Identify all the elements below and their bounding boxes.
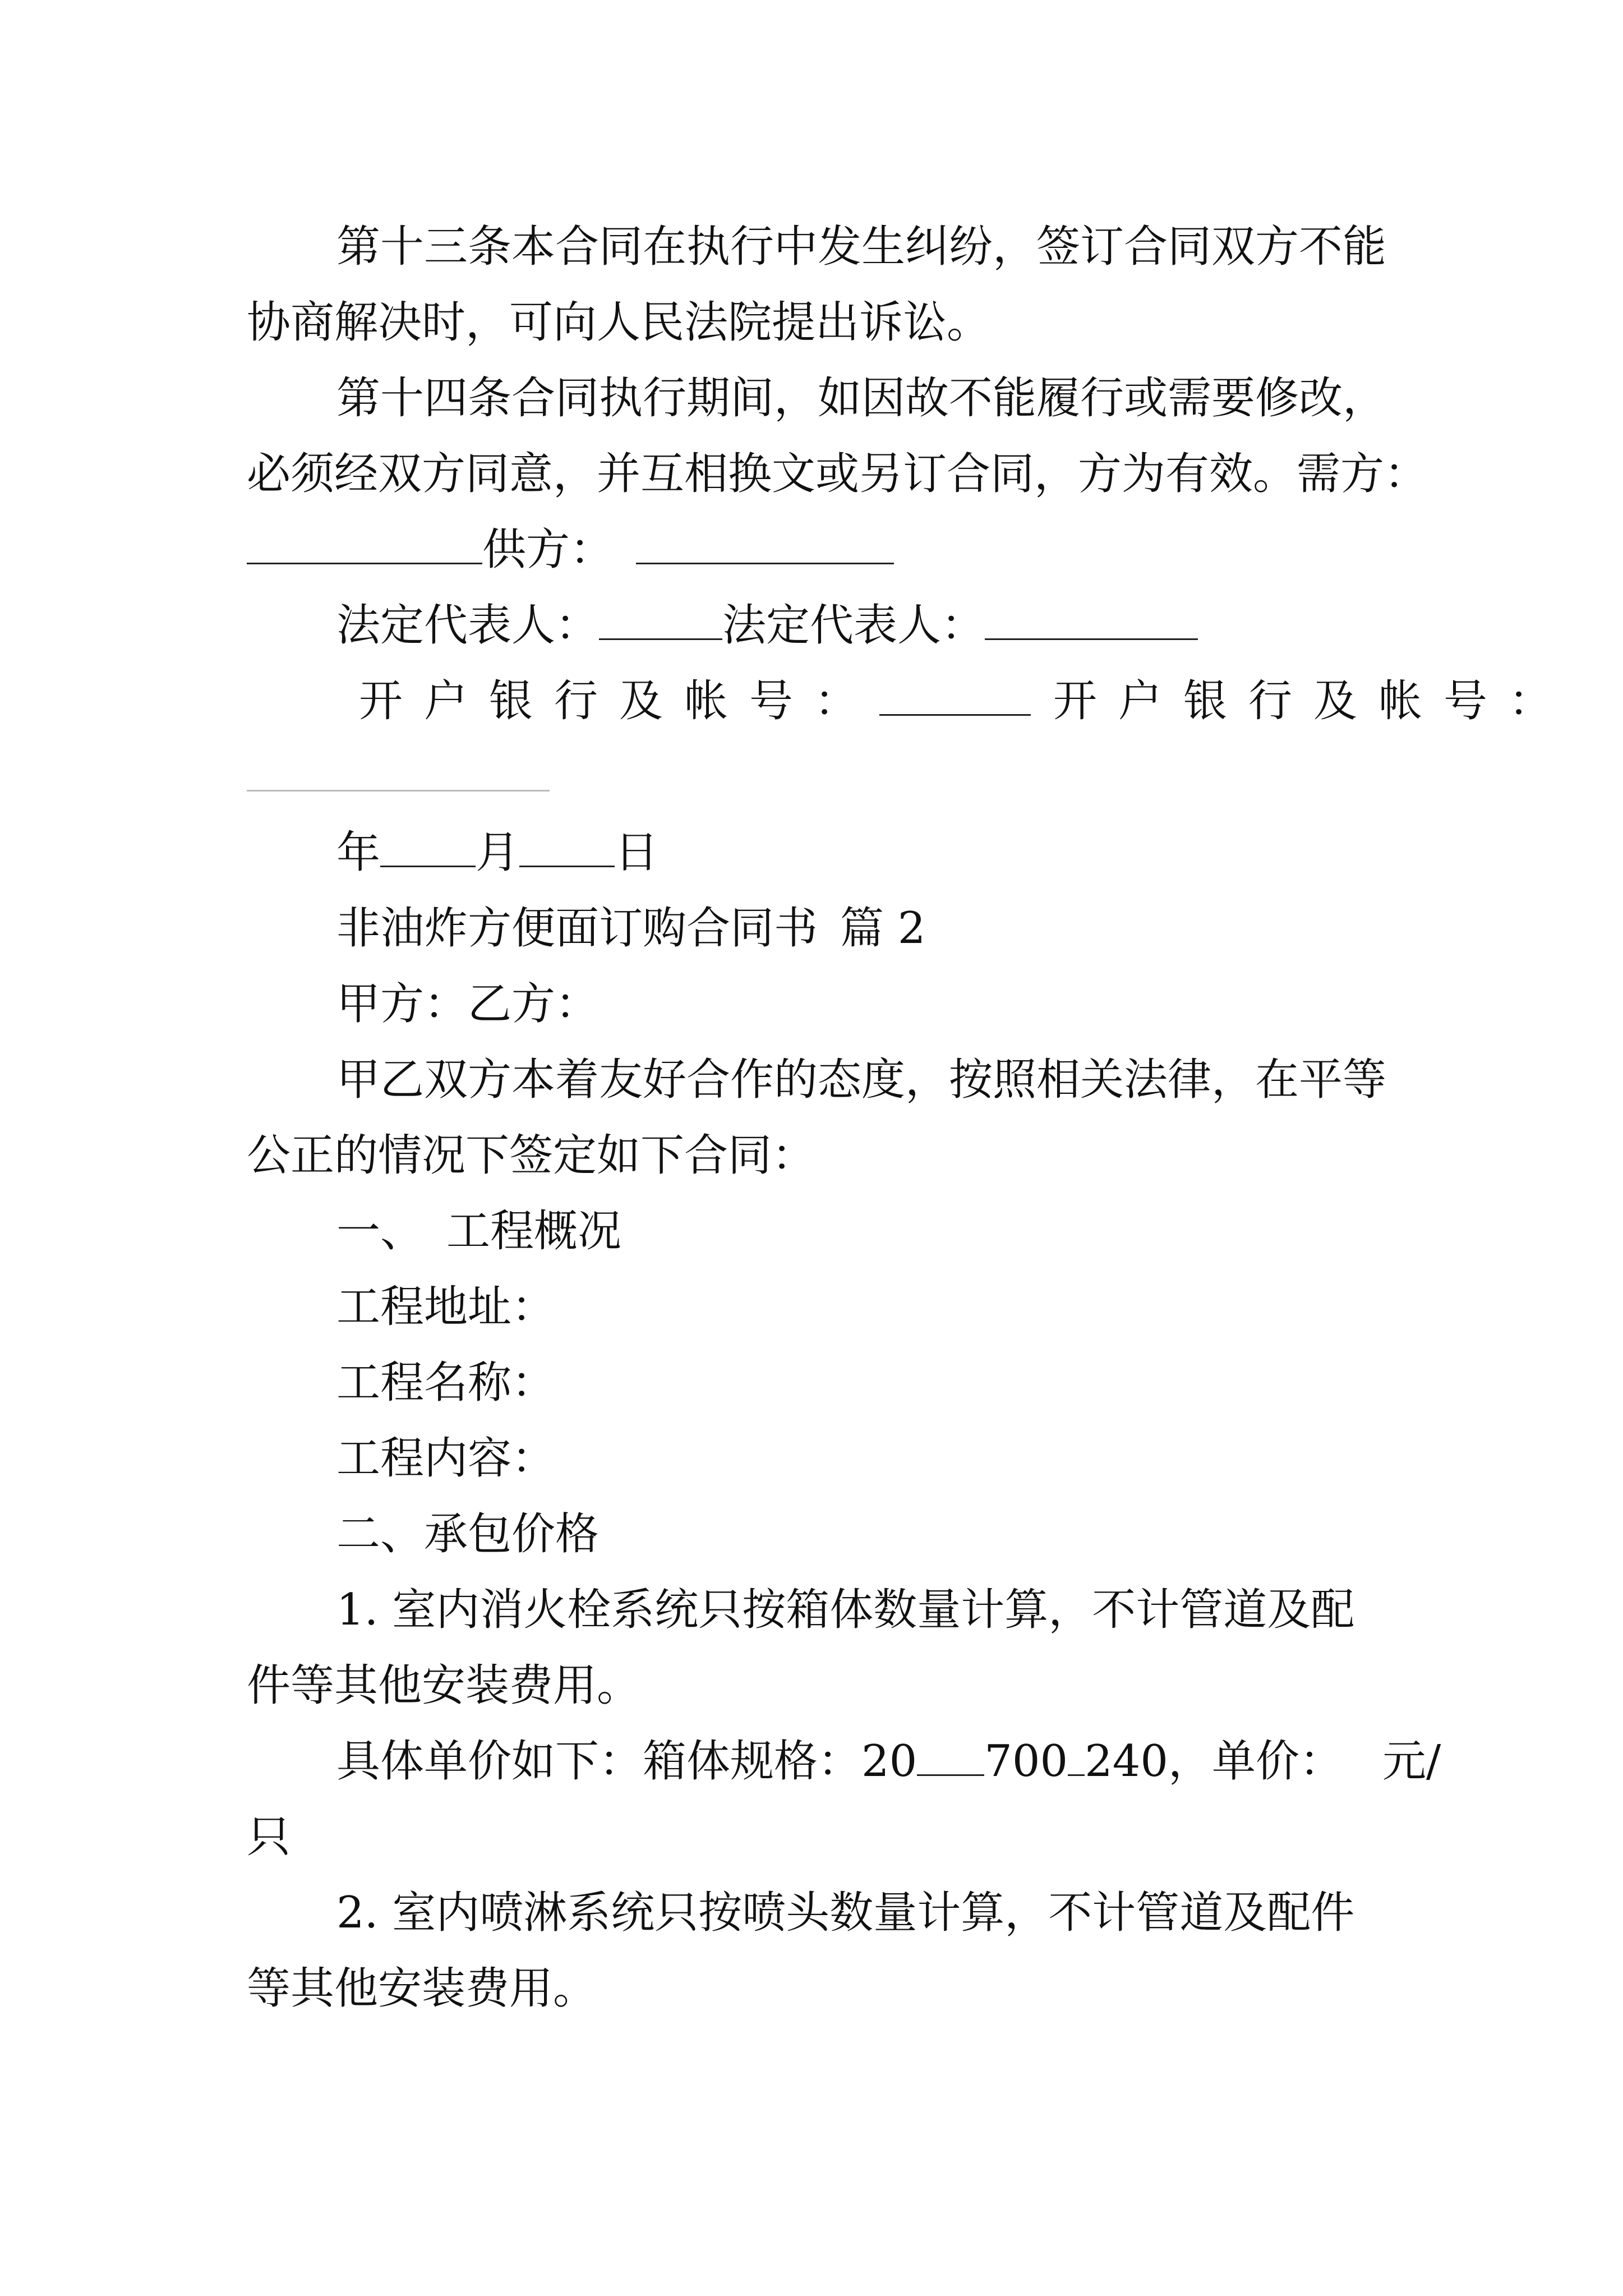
project-address: 工程地址： [336,1282,556,1332]
supplier-line [247,522,1391,578]
month-label: 月 [476,827,520,878]
day-blank[interactable] [519,826,615,867]
item1-line2: 件等其他安装费用。 [247,1660,641,1711]
price-blank-1[interactable] [917,1735,984,1776]
bank-label-2: 开户银行及帐号： [1053,676,1574,726]
article13-line1: 第十三条本合同在执行中发生纠纷，签订合同双方不能 [336,222,1387,272]
price-line [336,1733,1441,1789]
section1-title: 工程概况 [446,1206,622,1257]
part2-title-line [336,900,1391,956]
article14-line1: 第十四条合同执行期间，如因故不能履行或需要修改， [336,373,1387,424]
bank-blank-1[interactable] [879,675,1031,716]
bank-label-1: 开户银行及帐号： [359,676,880,726]
price-blank-2[interactable] [1068,1735,1085,1776]
section1-num: 一、 [336,1206,425,1257]
bank-line [359,673,1574,729]
project-name: 工程名称： [336,1358,556,1408]
part2-label: 篇 2 [840,903,926,954]
parties-line: 甲方：乙方： [336,979,600,1029]
intro-line2: 公正的情况下签定如下合同： [247,1130,816,1181]
section1-heading [336,1203,1391,1259]
bank-blank-2[interactable] [247,751,550,792]
year-label: 年 [336,827,381,878]
rep-label-2: 法定代表人： [722,600,985,651]
buyer-blank[interactable] [247,523,482,564]
rep-blank-1[interactable] [599,599,722,640]
part2-title: 非油炸方便面订购合同书 [336,903,818,954]
item2-line1: 2. 室内喷淋系统只按喷头数量计算，不计管道及配件 [336,1888,1355,1938]
day-label: 日 [615,827,659,878]
supplier-label: 供方： [482,524,614,575]
price-mid: 700 [984,1736,1068,1787]
rep-blank-2[interactable] [985,599,1198,640]
month-blank[interactable] [380,826,476,867]
price-unit-line2: 只 [247,1812,291,1862]
price-unit: 元/ [1382,1736,1441,1787]
price-end: 240，单价： [1085,1736,1344,1787]
article14-line2: 必须经双方同意，并互相换文或另订合同，方为有效。需方： [247,449,1428,499]
bank-continuation-line [247,749,1391,805]
representative-line [336,597,1391,654]
item1-line1: 1. 室内消火栓系统只按箱体数量计算，不计管道及配 [336,1585,1355,1635]
intro-line1: 甲乙双方本着友好合作的态度，按照相关法律，在平等 [336,1055,1387,1105]
article13-line2: 协商解决时，可向人民法院提出诉讼。 [247,297,991,348]
item2-line2: 等其他安装费用。 [247,1963,597,2014]
date-line [336,825,1391,881]
price-prefix: 具体单价如下：箱体规格：20 [336,1736,917,1787]
section2-heading: 二、承包价格 [336,1509,600,1559]
rep-label-1: 法定代表人： [336,600,600,651]
project-content: 工程内容： [336,1433,556,1484]
supplier-blank[interactable] [636,523,894,564]
